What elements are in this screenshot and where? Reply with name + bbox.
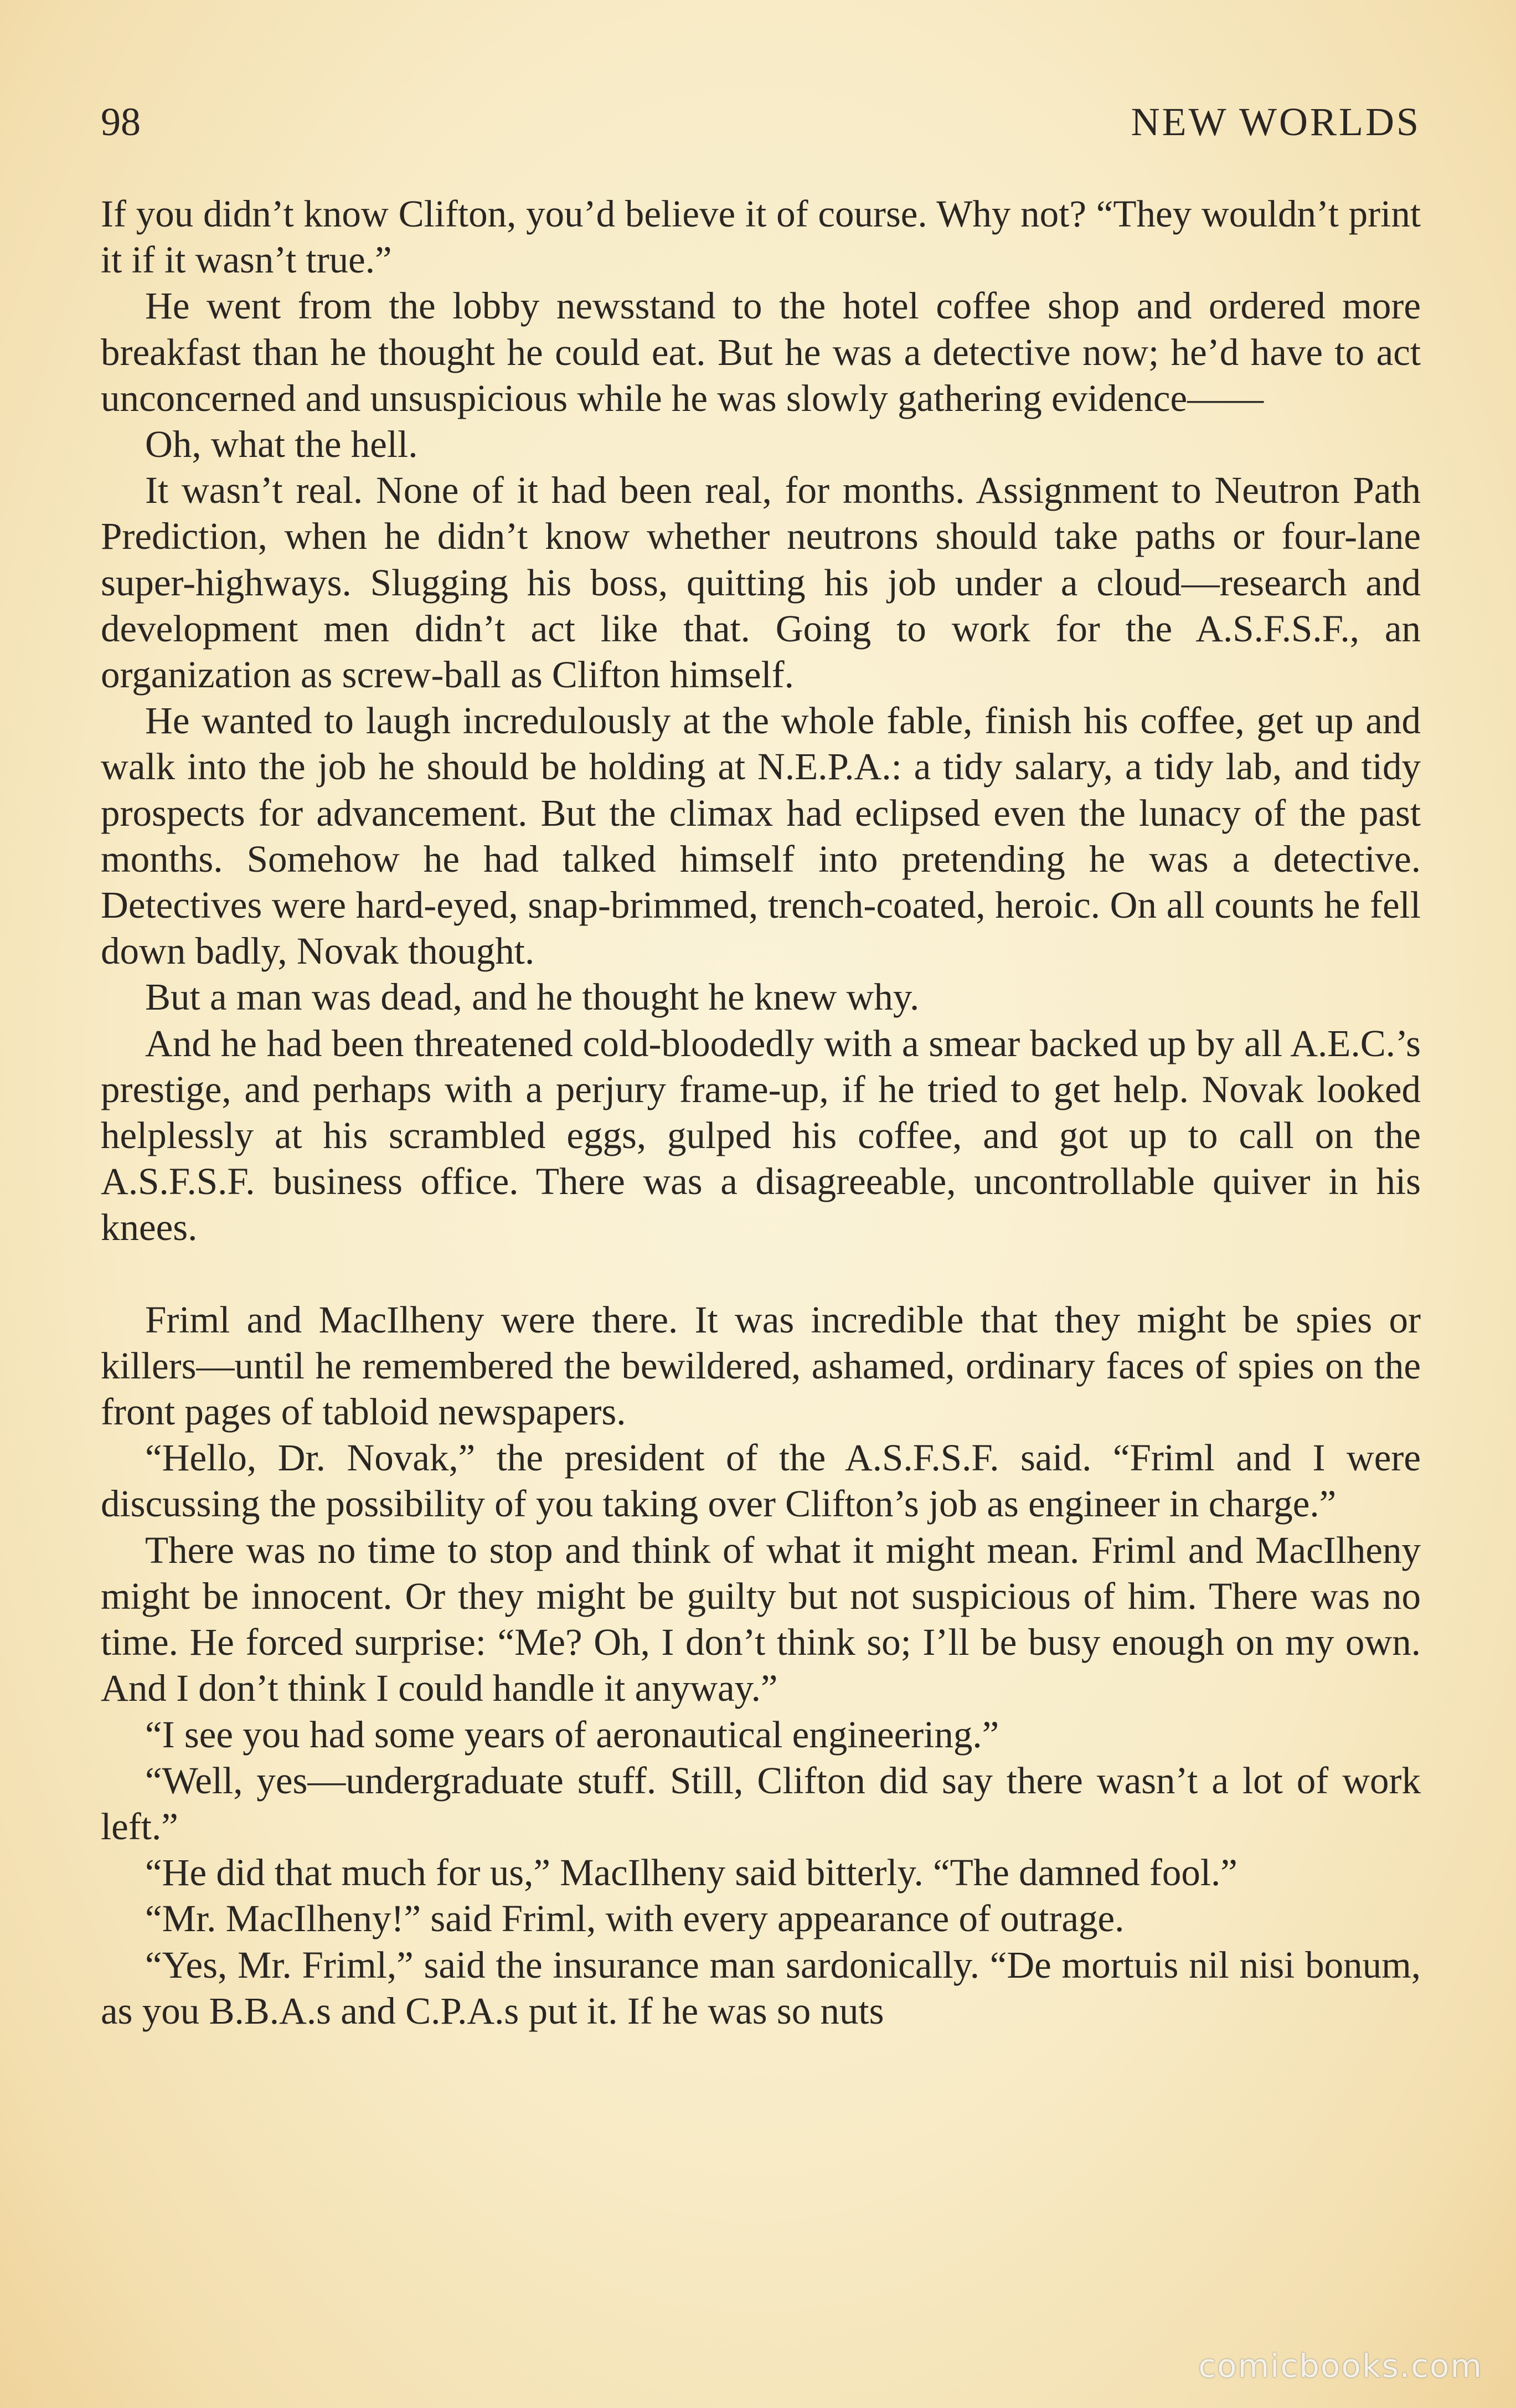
paragraph: And he had been threatened cold-bloodedly with a smear backed up by all A.E.C.’s prestige, and perhaps with a perjury frame-up, if he tried to get help. Novak looked helplessly at his scrambled eggs, gulped his coffee, and got up to call on the A.S.F.S.F. business office. There was a disagreeable, uncontrollable quiver in his knees. <box>101 1022 1421 1249</box>
paragraph: “Well, yes—undergraduate stuff. Still, Clifton did say there wasn’t a lot of work left.” <box>101 1759 1421 1848</box>
running-head: NEW WORLDS <box>1131 100 1421 144</box>
paragraph: There was no time to stop and think of what it might mean. Friml and MacIlheny might be innocent. Or they might be guilty but not suspicious of him. There was no time. He forced surprise: “Me? Oh, I don’t think so; I’ll be busy enough on my own. And I don’t think I could handle it anyway.” <box>101 1529 1421 1710</box>
paragraph: “I see you had some years of aeronautical engineering.” <box>145 1713 999 1756</box>
paragraph: Oh, what the hell. <box>145 423 418 466</box>
page-header <box>101 97 1421 147</box>
paragraph: Friml and MacIlheny were there. It was incredible that they might be spies or killers—until he remembered the bewildered, ashamed, ordinary faces of spies on the front pages of tabloid newspapers. <box>101 1298 1421 1433</box>
paragraph: “He did that much for us,” MacIlheny said bitterly. “The damned fool.” <box>145 1851 1237 1894</box>
paragraph: If you didn’t know Clifton, you’d believe it of course. Why not? “They wouldn’t print it if it wasn’t true.” <box>101 193 1421 281</box>
paragraph: “Hello, Dr. Novak,” the president of the A.S.F.S.F. said. “Friml and I were discussing the possibility of you taking over Clifton’s job as engineer in charge.” <box>101 1437 1421 1525</box>
paragraph: It wasn’t real. None of it had been real, for months. Assignment to Neutron Path Prediction, when he didn’t know whether neutrons should take paths or four-lane super-highways. Slugging his boss, quitting his job under a cloud—research and development men didn’t act like that. Going to work for the A.S.F.S.F., an organization as screw-ball as Clifton himself. <box>101 469 1421 696</box>
paragraph: He went from the lobby newsstand to the hotel coffee shop and ordered more breakfast than he thought he could eat. But he was a detective now; he’d have to act unconcerned and unsuspicious while he was slowly gathering evidence—— <box>101 285 1421 419</box>
page-number: 98 <box>101 100 141 144</box>
paragraph: He wanted to laugh incredulously at the whole fable, finish his coffee, get up and walk into the job he should be holding at N.E.P.A.: a tidy salary, a tidy lab, and tidy prospects for advancement. But the climax had eclipsed even the lunacy of the past months. Somehow he had talked himself into pretending he was a detective. Detectives were hard-eyed, snap-brimmed, trench-coated, heroic. On all counts he fell down badly, Novak thought. <box>101 699 1421 973</box>
paragraph: “Yes, Mr. Friml,” said the insurance man sardonically. “De mortuis nil nisi bonum, as you B.B.A.s and C.P.A.s put it. If he was so nuts <box>101 1943 1421 2032</box>
section-break <box>101 1251 1421 1297</box>
paragraph: But a man was dead, and he thought he knew why. <box>145 976 920 1018</box>
body-text <box>101 191 1421 2034</box>
paragraph: “Mr. MacIlheny!” said Friml, with every appearance of outrage. <box>145 1897 1125 1940</box>
watermark: comicbooks.com <box>1198 2347 1483 2385</box>
